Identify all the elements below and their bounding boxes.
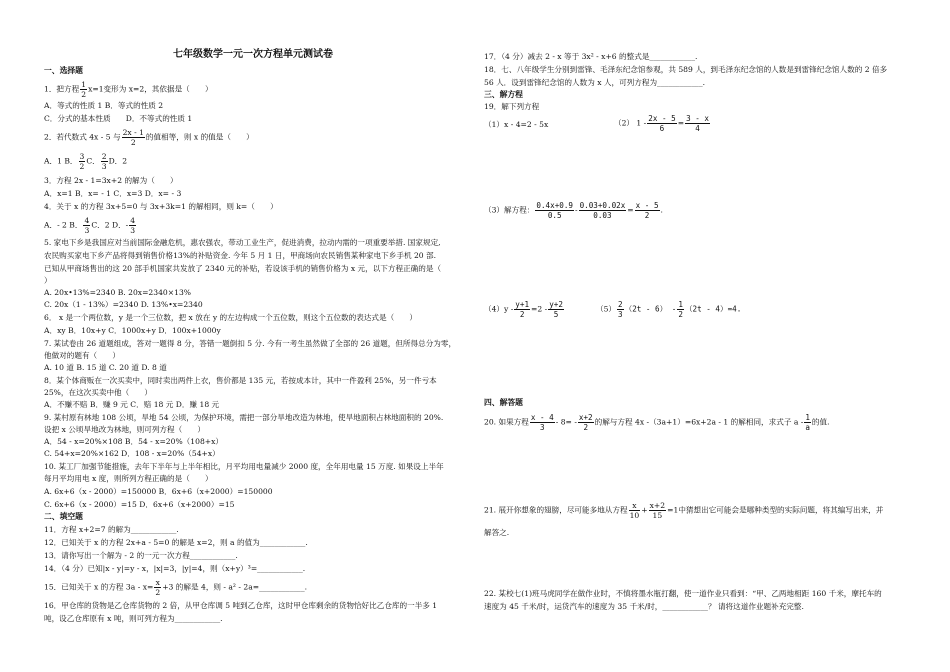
question-7-line1: 7. 某试卷由 26 道题组成，答对一题得 8 分，答错一题倒扣 5 分. 今有一考生虽然做了全部的 26 道题，但所得总分为零， bbox=[44, 339, 457, 348]
q6-options: A．xy B．10x+y C．1000x+y D．100x+1000y bbox=[44, 326, 221, 335]
question-6: 6． x 是一个两位数，y 是一个三位数，把 x 放在 y 的左边构成一个五位数，则这个五位数的表达式是（ ） bbox=[44, 313, 417, 322]
fraction: $\frac{x - 4}{3}$ bbox=[530, 413, 554, 432]
fraction: $\frac{2}{3}$ bbox=[101, 152, 107, 171]
question-16-line2: 吨，设乙仓库原有 x 吨，则可列方程为____________. bbox=[44, 614, 223, 623]
fraction: $\frac{1}{2}$ bbox=[678, 300, 683, 319]
question-5-line3: 已知从甲商场售出的这 20 部手机国家共发放了 2340 元的补贴，若设该手机的销售价格为 x 元，以下方程正确的是（ bbox=[44, 264, 442, 273]
question-10-line1: 10. 某工厂加强节能措施，去年下半年与上半年相比，月平均用电量减少 2000 度，全年用电量 15 万度. 如果设上半年 bbox=[44, 462, 444, 471]
question-18-line2: 56 人．设到雷锋纪念馆的人数为 x 人，可列方程为____________. bbox=[484, 78, 706, 87]
q3-options: A．x=1 B．x= - 1 C．x=3 D．x= - 3 bbox=[44, 189, 182, 198]
question-5-line2: 农民购买家电下乡产品将得到销售价格13%的补贴资金. 今年 5 月 1 日，甲商场向农民销售某种家电下乡手机 20 部. bbox=[44, 251, 437, 260]
question-11: 11．方程 x+2=7 的解为____________. bbox=[44, 525, 179, 534]
q2-options: A．1 B． $\frac{3}{2}$ C． $\frac{2}{3}$ D．2 bbox=[44, 152, 128, 171]
fraction: $\frac{x}{2}$ bbox=[155, 578, 161, 597]
fraction: $\frac{4}{3}$ bbox=[130, 216, 136, 235]
question-14: 14．（4 分）已知|x - y|=y - x，|x|=3，|y|=4，则（x+y）³=____________. bbox=[44, 564, 306, 573]
fraction: $\frac{x+2}{15}$ bbox=[649, 501, 666, 520]
question-1: 1．把方程 $\frac{1}{2}$ x=1变形为 x=2，其依据是（ ） bbox=[44, 80, 213, 99]
fraction: $\frac{2x - 5}{6}$ bbox=[648, 114, 676, 133]
question-18-line1: 18．七、八年级学生分别到雷锋、毛泽东纪念馆参观，共 589 人，到毛泽东纪念馆的人数是到雷锋纪念馆人数的 2 倍多 bbox=[484, 65, 888, 74]
section-fill-blank: 二、填空题 bbox=[44, 512, 83, 521]
question-20: 20. 如果方程 $\frac{x - 4}{3}$ - 8= - $\frac{x+2}{2}$ 的解与方程 4x -（3a+1）=6x+2a - 1 的解相同，求式子 a - $\frac{1}{a}$ 的值. bbox=[484, 413, 830, 432]
q9-options-1: A．54 - x=20%×108 B．54 - x=20%（108+x） bbox=[44, 437, 224, 446]
question-13: 13．请你写出一个解为 - 2 的一元一次方程____________. bbox=[44, 551, 238, 560]
q10-options-2: C. 6x+6（x - 2000）=15 D．6x+6（x+2000）=15 bbox=[44, 500, 235, 509]
fraction: $\frac{x+2}{2}$ bbox=[578, 413, 593, 432]
question-9-line2: 设把 x 公顷旱地改为林地，则可列方程（ ） bbox=[44, 425, 205, 434]
fraction: $\frac{1}{2}$ bbox=[81, 80, 87, 99]
question-4: 4．关于 x 的方程 3x+5=0 与 3x+3k=1 的解相同，则 k=（ ） bbox=[44, 202, 278, 211]
question-8-line2: 25%，在这次买卖中他（ ） bbox=[44, 388, 153, 397]
question-17: 17．（4 分）减去 2 - x 等于 3x² - x+6 的整式是____________. bbox=[484, 52, 698, 61]
fraction: $\frac{x}{10}$ bbox=[629, 501, 640, 520]
q4-options: A．- 2 B． $\frac{4}{3}$ C．2 D．- $\frac{4}{3}$ bbox=[44, 216, 136, 235]
fraction: $\frac{y+1}{2}$ bbox=[515, 300, 530, 319]
question-22-line1: 22. 某校七(1)班马虎同学在做作业时，不慎将墨水瓶打翻，使一道作业只看到：“甲、乙两地相距 160 千米，摩托车的 bbox=[484, 589, 882, 598]
question-22-line2: 速度为 45 千米/时，运货汽车的速度为 35 千米/时，____________？ 请将这道作业题补充完整. bbox=[484, 602, 804, 611]
fraction: $\frac{y+2}{5}$ bbox=[549, 300, 563, 319]
fraction: $\frac{0.4x+0.9}{0.5}$ bbox=[536, 201, 573, 220]
section-choice: 一、选择题 bbox=[44, 66, 83, 75]
q5-options-1: A. 20x•13%=2340 B. 20x=2340×13% bbox=[44, 288, 191, 297]
fraction: $\frac{1}{a}$ bbox=[805, 413, 810, 432]
fraction: $\frac{x - 5}{2}$ bbox=[635, 201, 659, 220]
q9-options-2: C. 54+x=20%×162 D．108 - x=20%（54+x） bbox=[44, 449, 220, 458]
question-19: 19．解下列方程 bbox=[484, 102, 540, 111]
q1-options-1: A．等式的性质 1 B．等式的性质 2 bbox=[44, 101, 164, 110]
fraction: $\frac{0.03+0.02x}{0.03}$ bbox=[579, 201, 626, 220]
fraction: $\frac{2}{3}$ bbox=[618, 300, 623, 319]
equation-3: （3）解方程： $\frac{0.4x+0.9}{0.5}$ - $\frac{0.03+0.02x}{0.03}$ = $\frac{x - 5}{2}$ . bbox=[484, 201, 663, 220]
q8-options: A．不赚不赔 B．赚 9 元 C．赔 18 元 D．赚 18 元 bbox=[44, 400, 220, 409]
question-7-line2: 他做对的题有（ ） bbox=[44, 351, 120, 360]
q10-options-1: A. 6x+6（x - 2000）=150000 B．6x+6（x+2000）=150000 bbox=[44, 487, 273, 496]
question-15: 15．已知关于 x 的方程 3a - x= $\frac{x}{2}$ +3 的解是 4，则 - a² - 2a=____________. bbox=[44, 578, 308, 597]
section-answer: 四、解答题 bbox=[484, 398, 523, 407]
question-5-line4: ） bbox=[44, 276, 52, 285]
fraction: $\frac{2x - 1}{2}$ bbox=[122, 128, 144, 147]
question-21-line2: 解答之. bbox=[484, 528, 510, 537]
q1-options-2: C．分式的基本性质 D．不等式的性质 1 bbox=[44, 114, 193, 123]
question-21-line1: 21. 展开你想象的翅膀，尽可能多地从方程 $\frac{x}{10}$ + $\frac{x+2}{15}$ =1中猜想出它可能会是哪种类型的实际问题，将其编写出来，并 bbox=[484, 501, 884, 520]
question-12: 12．已知关于 x 的方程 2x+a - 5=0 的解是 x=2，则 a 的值为____________. bbox=[44, 538, 308, 547]
question-16-line1: 16．甲仓库的货物是乙仓库货物的 2 倍，从甲仓库调 5 吨到乙仓库，这时甲仓库剩余的货物恰好比乙仓库的一半多 1 bbox=[44, 601, 438, 610]
q7-options: A. 10 道 B. 15 道 C. 20 道 D. 8 道 bbox=[44, 363, 167, 372]
equation-1: （1）x - 4=2 - 5x bbox=[484, 120, 549, 129]
fraction: $\frac{3 - x}{4}$ bbox=[686, 114, 709, 133]
question-2: 2．若代数式 4x - 5 与 $\frac{2x - 1}{2}$ 的值相等，则 x 的值是（ ） bbox=[44, 128, 254, 147]
question-8-line1: 8．某个体商贩在一次买卖中，同时卖出两件上衣，售价都是 135 元，若按成本计，其中一件盈利 25%，另一件亏本 bbox=[44, 376, 437, 385]
question-5-line1: 5. 家电下乡是我国应对当前国际金融危机，惠农强农，带动工业生产，促进消费，拉动内需的一项重要举措. 国家规定, bbox=[44, 238, 441, 247]
question-9-line1: 9. 某村原有林地 108 公顷，旱地 54 公顷，为保护环境，需把一部分旱地改造为林地，使旱地面积占林地面积的 20%. bbox=[44, 413, 444, 422]
equation-5: （5） $\frac{2}{3}$ （2t - 6） - $\frac{1}{2}$ （2t - 4）=4. bbox=[596, 300, 742, 319]
q5-options-2: C. 20x（1 - 13%）=2340 D. 13%•x=2340 bbox=[44, 300, 203, 309]
question-10-line2: 每月平均用电 x 度，则所列方程正确的是（ ） bbox=[44, 474, 213, 483]
question-3: 3．方程 2x - 1=3x+2 的解为（ ） bbox=[44, 176, 178, 185]
equation-2: （2） 1 - $\frac{2x - 5}{6}$ = $\frac{3 - x}{4}$ bbox=[614, 114, 709, 133]
fraction: $\frac{3}{2}$ bbox=[79, 152, 85, 171]
page-title: 七年级数学一元一次方程单元测试卷 bbox=[173, 49, 333, 60]
equation-4: （4）y - $\frac{y+1}{2}$ =2 - $\frac{y+2}{5}$ bbox=[484, 300, 563, 319]
fraction: $\frac{4}{3}$ bbox=[84, 216, 90, 235]
section-solve: 三、解方程 bbox=[484, 90, 523, 99]
